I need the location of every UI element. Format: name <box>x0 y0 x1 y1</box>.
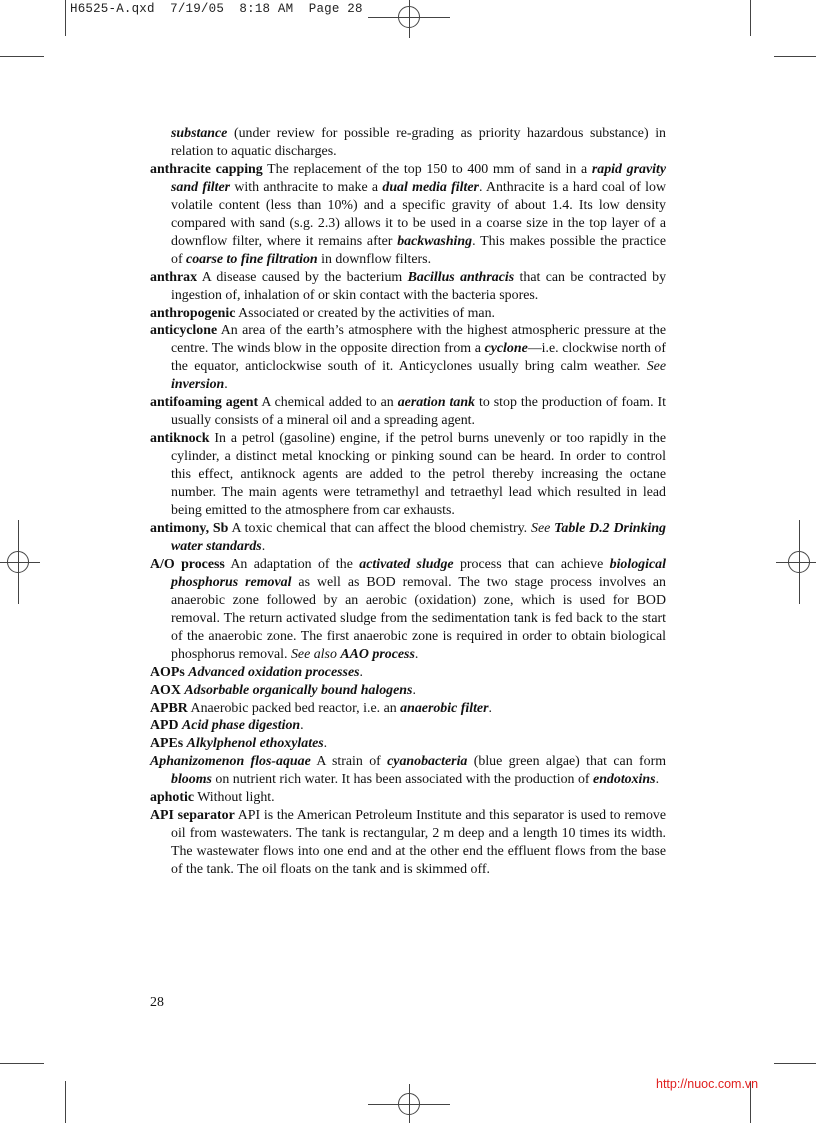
entry-term: anthropogenic <box>150 305 236 321</box>
entry-term: AOX <box>150 682 181 698</box>
entry-term: aphotic <box>150 790 194 806</box>
cross-reference: Advanced oxidation processes <box>188 664 360 680</box>
glossary-entry <box>150 789 666 807</box>
source-url[interactable]: http://nuoc.com.vn <box>656 1077 759 1091</box>
see-label: See <box>646 359 666 375</box>
entry-text: Anaerobic packed bed reactor, i.e. an <box>187 700 401 716</box>
entry-text: —i.e. clockwise north of the equator, anticlockwise south of it. Anticyclones usually bring calm weather. <box>171 341 666 375</box>
cross-reference: rapid gravity sand filter <box>171 161 667 195</box>
glossary-entry <box>150 717 666 735</box>
cross-reference: inversion <box>171 377 225 393</box>
cross-reference: cyclone <box>484 341 528 357</box>
entry-text: (blue green algae) that can form <box>467 754 666 770</box>
glossary-entry <box>150 430 666 520</box>
entry-text: in downflow filters. <box>317 251 432 267</box>
cross-reference: AAO process <box>340 646 415 662</box>
cross-reference: dual media filter <box>382 179 479 195</box>
entry-term: antimony, Sb <box>150 520 229 536</box>
entry-text: (under review for possible re-grading as priority hazardous substance) in relation to aquatic discharges. <box>171 126 666 159</box>
entry-text: The replacement of the top 150 to 400 mm of sand in a <box>262 161 592 177</box>
entry-text: Associated or created by the activities of man. <box>235 305 496 321</box>
glossary-entry <box>150 664 666 682</box>
cross-reference: substance <box>171 126 228 141</box>
glossary-entry <box>150 520 666 556</box>
entry-text: with anthracite to make a <box>230 179 383 195</box>
entry-term: antiknock <box>150 431 210 447</box>
entry-text: API is the American Petroleum Institute and this separator is used to remove oil from wastewaters. The tank is rectangular, 2 m deep and a length 10 times its width. The wastewater flows into one end and at the other end the effluent flows from the base of the tank. The oil floats on the tank and is skimmed off. <box>171 808 666 878</box>
cross-reference: Bacillus anthracis <box>407 269 515 285</box>
print-slug: H6525-A.qxd 7/19/05 8:18 AM Page 28 <box>70 2 363 16</box>
entry-text: that can be contracted by ingestion of, inhalation of or skin contact with the bacteria spores. <box>171 269 667 303</box>
entry-text: to stop the production of foam. It usually consists of a mineral oil and a spreading agent. <box>171 395 666 429</box>
cross-reference: Acid phase digestion <box>182 718 301 734</box>
entry-term: antifoaming agent <box>150 395 259 411</box>
entry-term: APEs <box>150 736 184 752</box>
entry-text: A chemical added to an <box>258 395 398 411</box>
cross-reference: biological phosphorus removal <box>171 556 666 590</box>
glossary-body <box>150 125 666 879</box>
entry-continuation <box>150 125 666 161</box>
cross-reference: Adsorbable organically bound halogens <box>184 682 413 698</box>
see-label: See <box>531 520 551 536</box>
entry-text: . This makes possible the practice of <box>171 233 667 267</box>
glossary-entry <box>150 700 666 718</box>
cross-reference: coarse to fine filtration <box>186 251 318 267</box>
glossary-entry <box>150 161 666 269</box>
see-label: See also <box>290 646 337 662</box>
cross-reference: aeration tank <box>397 395 476 411</box>
page-number: 28 <box>150 995 164 1010</box>
entry-text: A toxic chemical that can affect the blood chemistry. <box>228 520 531 536</box>
entry-text: . <box>261 538 266 554</box>
entry-text: . <box>224 377 228 393</box>
entry-text: . <box>323 736 328 752</box>
entry-text: . <box>414 646 419 662</box>
entry-text: A strain of <box>310 754 388 770</box>
glossary-entry <box>150 807 666 879</box>
entry-text: In a petrol (gasoline) engine, if the petrol burns unevenly or too rapidly in the cylinder, a distinct metal knocking or pinking sound can be heard. In order to control this effect, antiknock agents are added to the petrol thereby increasing the octane number. The main agents were tetramethyl and tetraethyl lead which resulted in lead being emitted to the atmosphere from car exhausts. <box>171 431 666 519</box>
cross-reference: Aphanizomenon flos-aquae <box>150 754 311 770</box>
entry-text: on nutrient rich water. It has been associated with the production of <box>211 772 594 788</box>
cross-reference: blooms <box>171 772 212 788</box>
entry-text: . Anthracite is a hard coal of low volatile content (less than 10%) and a specific gravity of about 1.4. Its low density compared with sand (s.g. 2.3) allows it to be used in a coarse size in the top layer of a downflow filter, where it remains after <box>171 179 666 249</box>
entry-term: anticyclone <box>150 323 218 339</box>
cross-reference: activated sludge <box>359 556 454 572</box>
cross-reference: Alkylphenol ethoxylates <box>186 736 324 752</box>
entry-text: An area of the earth’s atmosphere with the highest atmospheric pressure at the centre. The winds blow in the opposite direction from a <box>171 323 666 357</box>
entry-text: Without light. <box>194 790 275 806</box>
entry-text: . <box>359 664 364 680</box>
glossary-entry <box>150 682 666 700</box>
entry-text: A disease caused by the bacterium <box>197 269 408 285</box>
entry-term: anthrax <box>150 269 198 285</box>
cross-reference: cyanobacteria <box>387 754 468 770</box>
entry-term: APBR <box>150 700 188 716</box>
glossary-entry <box>150 305 666 323</box>
entry-term: A/O process <box>150 556 225 572</box>
cross-reference: backwashing <box>397 233 473 249</box>
entry-term: API separator <box>150 808 235 824</box>
cross-reference: anaerobic filter <box>400 700 489 716</box>
entry-text: . <box>412 682 416 698</box>
glossary-entry <box>150 322 666 394</box>
glossary-entry <box>150 753 666 789</box>
glossary-entry <box>150 269 666 305</box>
entry-text: as well as BOD removal. The two stage process involves an anaerobic zone followed by an aerobic (oxidation) zone, which is used for BOD removal. The return activated sludge from the sedimentation tank is fed back to the start of the anaerobic zone. The first anaerobic zone is required in order to obtain biological phosphorus removal. <box>171 574 666 662</box>
glossary-entry <box>150 556 666 664</box>
entry-text: An adaptation of the <box>224 556 360 572</box>
entry-text: . <box>300 718 304 734</box>
entry-term: anthracite capping <box>150 161 263 177</box>
cross-reference: Table D.2 Drinking water standards <box>171 520 666 554</box>
entry-text: . <box>655 772 660 788</box>
glossary-entry <box>150 735 666 753</box>
entry-text: process that can achieve <box>453 556 610 572</box>
entry-term: AOPs <box>150 664 185 680</box>
cross-reference: endotoxins <box>593 772 656 788</box>
entry-text: . <box>488 700 492 716</box>
entry-term: APD <box>150 718 179 734</box>
glossary-entry <box>150 394 666 430</box>
